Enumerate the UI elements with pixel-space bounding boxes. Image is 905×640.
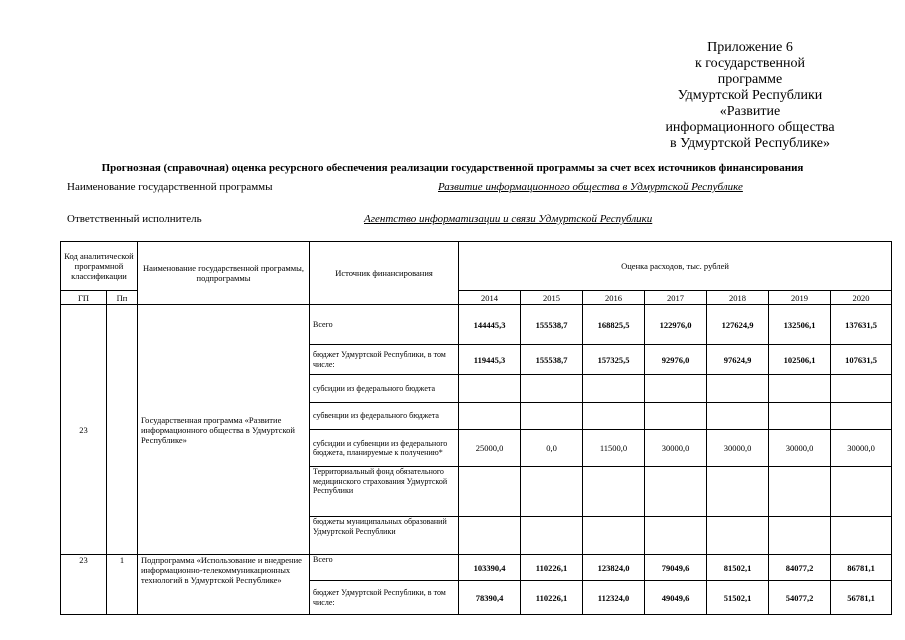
value-cell: 123824,0 <box>583 555 645 581</box>
value-cell: 110226,1 <box>521 555 583 581</box>
value-cell: 103390,4 <box>459 555 521 581</box>
value-cell: 79049,6 <box>645 555 707 581</box>
value-cell <box>769 517 831 555</box>
header-year: 2016 <box>583 291 645 305</box>
header-year: 2018 <box>707 291 769 305</box>
executor-value: Агентство информатизации и связи Удмуртской Республики <box>364 213 653 225</box>
value-cell <box>707 403 769 430</box>
value-cell: 155538,7 <box>521 305 583 345</box>
table-row <box>61 555 892 581</box>
value-cell: 107631,5 <box>831 345 892 375</box>
program-gp: 23 <box>61 305 107 555</box>
value-cell: 92976,0 <box>645 345 707 375</box>
subprogram-gp: 23 <box>61 555 107 615</box>
value-cell <box>521 375 583 403</box>
value-cell: 78390,4 <box>459 581 521 615</box>
header-pp: Пп <box>107 291 138 305</box>
header-year: 2020 <box>831 291 892 305</box>
header-year: 2015 <box>521 291 583 305</box>
subprogram-name: Подпрограмма «Использование и внедрение информационно-телекоммуникационных технологий в Удмуртской Республике» <box>138 555 310 615</box>
source-cell: бюджеты муниципальных образований Удмуртской Республики <box>310 517 459 555</box>
program-name: Государственная программа «Развитие информационного общества в Удмуртской Республике» <box>138 305 310 555</box>
value-cell <box>707 517 769 555</box>
source-cell: субсидии из федерального бюджета <box>310 375 459 403</box>
source-cell: субвенции из федерального бюджета <box>310 403 459 430</box>
value-cell <box>831 467 892 517</box>
value-cell: 168825,5 <box>583 305 645 345</box>
value-cell: 110226,1 <box>521 581 583 615</box>
header-year: 2014 <box>459 291 521 305</box>
appendix-line: Приложение 6 <box>707 40 793 55</box>
value-cell <box>645 375 707 403</box>
value-cell <box>831 375 892 403</box>
value-cell: 30000,0 <box>645 430 707 467</box>
appendix-line: к государственной <box>694 56 806 71</box>
value-cell: 51502,1 <box>707 581 769 615</box>
value-cell: 157325,5 <box>583 345 645 375</box>
header-year: 2017 <box>645 291 707 305</box>
source-cell: бюджет Удмуртской Республики, в том числе: <box>310 581 459 615</box>
header-year: 2019 <box>769 291 831 305</box>
value-cell <box>583 375 645 403</box>
value-cell: 25000,0 <box>459 430 521 467</box>
value-cell: 112324,0 <box>583 581 645 615</box>
value-cell: 49049,6 <box>645 581 707 615</box>
value-cell <box>583 467 645 517</box>
value-cell: 30000,0 <box>831 430 892 467</box>
value-cell <box>459 467 521 517</box>
source-cell: бюджет Удмуртской Республики, в том числе: <box>310 345 459 375</box>
program-name-label: Наименование государственной программы <box>67 181 273 193</box>
value-cell <box>707 467 769 517</box>
value-cell <box>521 467 583 517</box>
appendix-line: в Удмуртской Республике» <box>669 136 831 151</box>
value-cell: 54077,2 <box>769 581 831 615</box>
value-cell <box>459 403 521 430</box>
header-estimate: Оценка расходов, тыс. рублей <box>459 242 892 291</box>
program-name-value: Развитие информационного общества в Удмуртской Республике <box>438 181 743 193</box>
value-cell: 132506,1 <box>769 305 831 345</box>
program-pp <box>107 305 138 555</box>
value-cell <box>645 403 707 430</box>
value-cell: 122976,0 <box>645 305 707 345</box>
value-cell <box>583 517 645 555</box>
value-cell: 30000,0 <box>707 430 769 467</box>
value-cell: 137631,5 <box>831 305 892 345</box>
value-cell <box>459 517 521 555</box>
value-cell: 97624,9 <box>707 345 769 375</box>
value-cell <box>707 375 769 403</box>
source-cell: субсидии и субвенции из федерального бюджета, планируемые к получению* <box>310 430 459 467</box>
header-source: Источник финансирования <box>310 242 459 305</box>
appendix-block <box>650 40 850 152</box>
value-cell <box>831 517 892 555</box>
header-code: Код аналитической программной классификации <box>61 242 138 291</box>
appendix-line: информационного общества <box>665 120 835 135</box>
appendix-line: программе <box>717 72 783 87</box>
value-cell <box>769 467 831 517</box>
executor-label: Ответственный исполнитель <box>67 213 202 225</box>
value-cell: 84077,2 <box>769 555 831 581</box>
source-cell: Всего <box>310 555 459 581</box>
value-cell <box>645 517 707 555</box>
value-cell: 119445,3 <box>459 345 521 375</box>
value-cell <box>459 375 521 403</box>
value-cell <box>645 467 707 517</box>
subprogram-pp: 1 <box>107 555 138 615</box>
value-cell: 81502,1 <box>707 555 769 581</box>
resource-table <box>60 241 892 615</box>
value-cell <box>769 403 831 430</box>
header-name: Наименование государственной программы, подпрограммы <box>138 242 310 305</box>
source-cell: Всего <box>310 305 459 345</box>
value-cell <box>521 517 583 555</box>
value-cell: 127624,9 <box>707 305 769 345</box>
value-cell: 56781,1 <box>831 581 892 615</box>
value-cell: 0,0 <box>521 430 583 467</box>
value-cell: 11500,0 <box>583 430 645 467</box>
value-cell: 144445,3 <box>459 305 521 345</box>
source-cell: Территориальный фонд обязательного медицинского страхования Удмуртской Республики <box>310 467 459 517</box>
appendix-line: Удмуртской Республики <box>677 88 823 103</box>
appendix-line: «Развитие <box>719 104 781 119</box>
value-cell <box>769 375 831 403</box>
value-cell <box>521 403 583 430</box>
value-cell <box>831 403 892 430</box>
header-gp: ГП <box>61 291 107 305</box>
value-cell <box>583 403 645 430</box>
document-title: Прогнозная (справочная) оценка ресурсного обеспечения реализации государственной программы за счет всех источников финансирования <box>101 162 804 174</box>
value-cell: 30000,0 <box>769 430 831 467</box>
value-cell: 86781,1 <box>831 555 892 581</box>
value-cell: 102506,1 <box>769 345 831 375</box>
value-cell: 155538,7 <box>521 345 583 375</box>
table-row <box>61 305 892 345</box>
